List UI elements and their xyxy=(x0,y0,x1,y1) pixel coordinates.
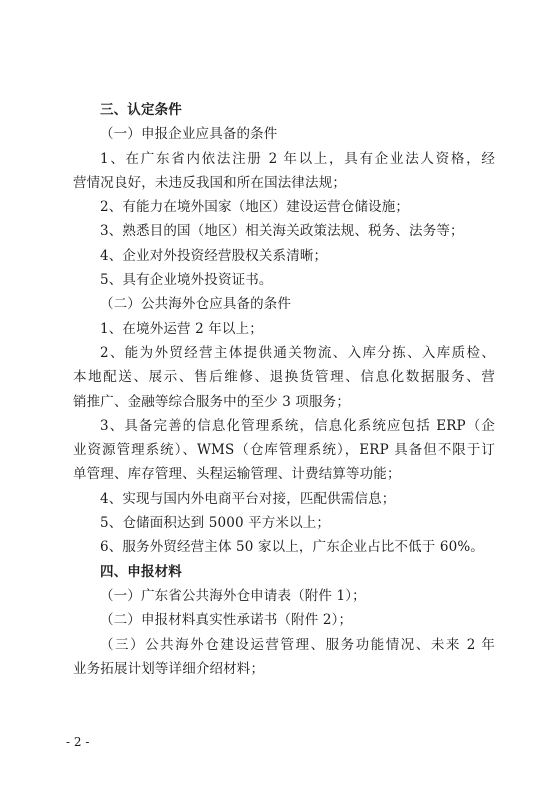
paragraph-3-2-2-end: 销推广、金融等综合服务中的至少 3 项服务； xyxy=(73,393,350,410)
paragraph-4-2: （二）申报材料真实性承诺书（附件 2）； xyxy=(100,612,353,629)
paragraph-3-2-4: 4、实现与国内外电商平台对接，匹配供需信息； xyxy=(100,490,396,507)
section-heading-3: 三、认定条件 xyxy=(100,102,182,118)
paragraph-3-2-1: 1、在境外运营 2 年以上； xyxy=(100,320,263,337)
paragraph-3-2-3-end: 单管理、库存管理、头程运输管理、计费结算等功能； xyxy=(73,466,401,483)
page-number: - 2 - xyxy=(66,735,90,749)
paragraph-3-1-1-cont: 营情况良好，未违反我国和所在国法律法规； xyxy=(73,174,346,191)
paragraph-3-1-5: 5、具有企业境外投资证书。 xyxy=(100,272,273,289)
section-heading-4: 四、申报材料 xyxy=(100,563,182,580)
subsection-heading-3-1: （一）申报企业应具备的条件 xyxy=(100,126,278,143)
paragraph-3-2-3: 3、具备完善的信息化管理系统，信息化系统应包括 ERP（企 xyxy=(100,417,495,434)
paragraph-3-2-3-cont: 业资源管理系统）、WMS（仓库管理系统），ERP 具备但不限于订 xyxy=(73,442,495,459)
paragraph-3-2-5: 5、仓储面积达到 5000 平方米以上； xyxy=(100,515,331,532)
paragraph-4-3: （三）公共海外仓建设运营管理、服务功能情况、未来 2 年 xyxy=(100,636,495,653)
paragraph-3-2-2-cont: 本地配送、展示、售后维修、退换货管理、信息化数据服务、营 xyxy=(73,369,495,386)
paragraph-3-1-1: 1、在广东省内依法注册 2 年以上，具有企业法人资格，经 xyxy=(100,150,495,167)
paragraph-3-1-3: 3、熟悉目的国（地区）相关海关政策法规、税务、法务等； xyxy=(100,223,464,240)
paragraph-3-2-6: 6、服务外贸经营主体 50 家以上，广东企业占比不低于 60%。 xyxy=(100,539,484,556)
paragraph-3-1-4: 4、企业对外投资经营股权关系清晰； xyxy=(100,247,328,264)
paragraph-4-1: （一）广东省公共海外仓申请表（附件 1）； xyxy=(100,587,366,604)
document-body xyxy=(73,98,495,681)
subsection-heading-3-2: （二）公共海外仓应具备的条件 xyxy=(100,296,292,313)
paragraph-3-2-2: 2、能为外贸经营主体提供通关物流、入库分拣、入库质检、 xyxy=(100,344,495,361)
paragraph-4-3-cont: 业务拓展计划等详细介绍材料； xyxy=(73,660,265,677)
paragraph-3-1-2: 2、有能力在境外国家（地区）建设运营仓储设施； xyxy=(100,199,410,216)
